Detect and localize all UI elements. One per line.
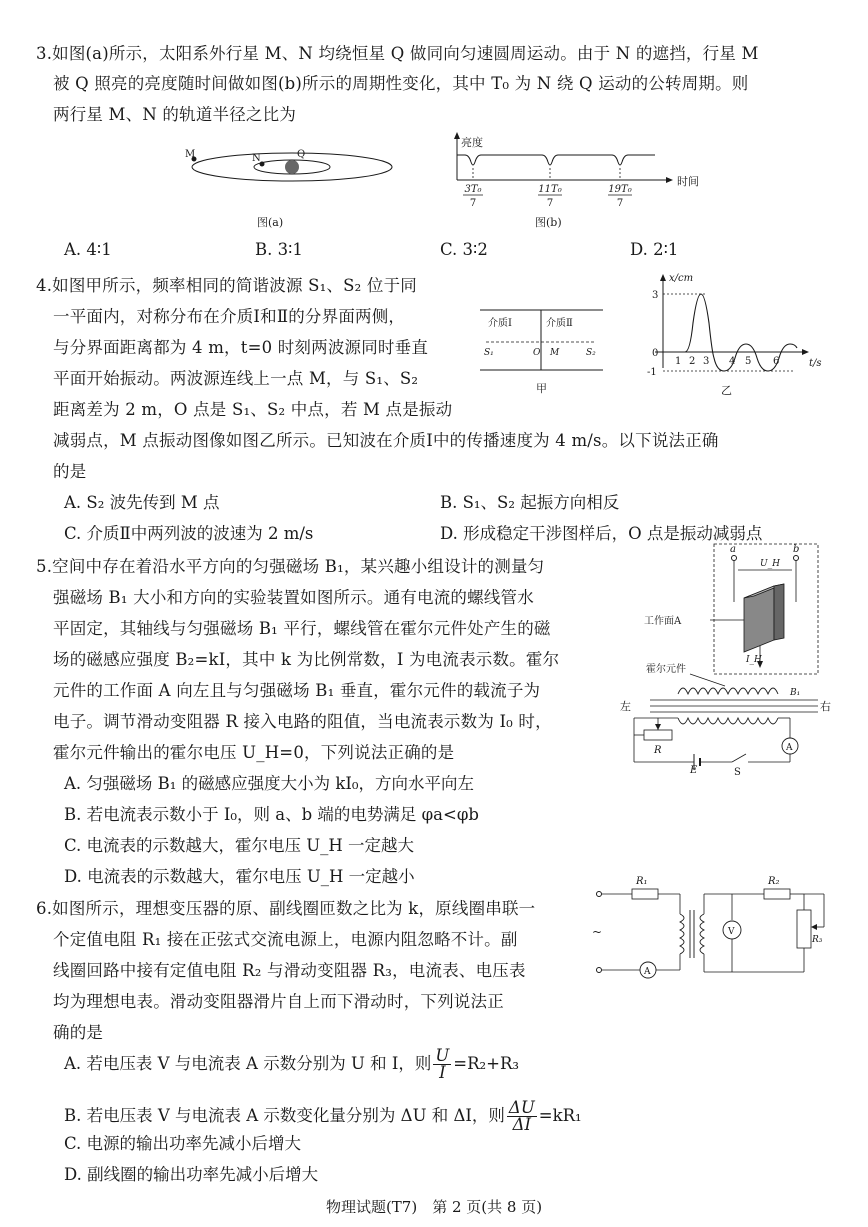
terminal-b-label: b <box>793 544 800 555</box>
q6-option-b-text: B. 若电压表 V 与电流表 A 示数变化量分别为 ΔU 和 ΔI，则 <box>64 1106 505 1125</box>
caption-a: 图(a) <box>257 216 284 229</box>
q5-option-d: D. 电流表的示数越大，霍尔电压 U_H 一定越小 <box>64 867 415 886</box>
caption-yi: 乙 <box>721 384 732 397</box>
label-q: Q <box>297 149 306 160</box>
uh-label: U_H <box>760 559 780 569</box>
ac-source-label: ~ <box>592 925 603 939</box>
q6-option-c: C. 电源的输出功率先减小后增大 <box>64 1134 302 1153</box>
q6-option-a-result: =R₂+R₃ <box>453 1054 520 1073</box>
q3-option-d: D. 2∶1 <box>630 240 679 259</box>
q5-line-2: 强磁场 B₁ 大小和方向的实验装置如图所示。通有电流的螺线管水 <box>53 588 534 607</box>
y-axis-label: 亮度 <box>461 136 483 149</box>
voltmeter-label: V <box>728 927 735 937</box>
o-label: O <box>533 348 541 358</box>
q3-figure-b <box>447 130 717 235</box>
ih-label: I_H <box>746 655 762 665</box>
q4-option-a: A. S₂ 波先传到 M 点 <box>64 493 220 512</box>
q3-line-2: 被 Q 照亮的亮度随时间做如图(b)所示的周期性变化，其中 T₀ 为 N 绕 Q 运动的公转周期。则 <box>53 74 749 93</box>
q4-figure-yi <box>625 268 825 403</box>
q6-option-b-fraction <box>507 1097 537 1134</box>
q5-option-a: A. 匀强磁场 B₁ 的磁感应强度大小为 kI₀，方向水平向左 <box>64 774 475 793</box>
r1-label: R₁ <box>636 876 648 887</box>
x-tick-6: 6 <box>773 356 780 367</box>
x-tick-2: 2 <box>689 356 696 367</box>
r3-label: R₃ <box>812 935 823 945</box>
q3-line-3: 两行星 M、N 的轨道半径之比为 <box>53 105 297 124</box>
q6-line-3: 线圈回路中接有定值电阻 R₂ 与滑动变阻器 R₃，电流表、电压表 <box>53 961 526 980</box>
b1-label: B₁ <box>790 688 801 698</box>
ammeter-label: A <box>644 967 651 977</box>
q5-line-7: 霍尔元件输出的霍尔电压 U_H=0，下列说法正确的是 <box>53 743 455 762</box>
q3-option-c: C. 3∶2 <box>440 240 488 259</box>
q6-line-2: 个定值电阻 R₁ 接在正弦式交流电源上，电源内阻忽略不计。副 <box>53 930 518 949</box>
q4-line-1: 4.如图甲所示，频率相同的简谐波源 S₁、S₂ 位于同 <box>36 276 417 295</box>
x-tick-4: 4 <box>729 356 736 367</box>
q6-line-4: 均为理想电表。滑动变阻器滑片自上而下滑动时，下列说法正 <box>53 992 504 1011</box>
hall-element-label: 霍尔元件 <box>646 664 686 675</box>
tick-3-den: 7 <box>616 198 624 209</box>
x-tick-1: 1 <box>675 356 682 367</box>
q4-line-6: 减弱点，M 点振动图像如图乙所示。已知波在介质Ⅰ中的传播速度为 4 m/s。以下说法正确 <box>53 431 719 450</box>
tick-1-num: 3T₀ <box>464 184 482 195</box>
page-footer: 物理试题(T7) 第 2 页(共 8 页) <box>325 1198 543 1216</box>
y-tick-0: 0 <box>652 348 659 359</box>
ammeter-label: A <box>786 743 793 753</box>
r2-label: R₂ <box>768 876 780 887</box>
m-label: M <box>550 348 560 358</box>
q3-option-a: A. 4∶1 <box>64 240 112 259</box>
q4-option-c: C. 介质Ⅱ中两列波的波速为 2 m/s <box>64 524 314 543</box>
y-axis-label: x/cm <box>669 273 694 284</box>
face-a-label: 工作面A <box>644 616 682 627</box>
q3-option-b: B. 3∶1 <box>255 240 303 259</box>
q5-line-4: 场的磁感应强度 B₂=kI，其中 k 为比例常数，I 为电流表示数。霍尔 <box>53 650 560 669</box>
q4-option-d: D. 形成稳定干涉图样后，O 点是振动减弱点 <box>440 524 763 543</box>
x-tick-5: 5 <box>745 356 752 367</box>
label-m: M <box>185 149 196 160</box>
q4-line-7: 的是 <box>53 462 87 481</box>
fraction-denominator: I <box>439 1063 446 1082</box>
q4-option-b: B. S₁、S₂ 起振方向相反 <box>440 493 620 512</box>
s1-label: S₁ <box>484 348 494 358</box>
fraction-numerator: U <box>435 1045 450 1065</box>
x-axis-label: t/s <box>809 358 822 369</box>
q6-option-a <box>64 1046 519 1082</box>
q4-line-5: 距离差为 2 m，O 点是 S₁、S₂ 中点，若 M 点是振动 <box>53 400 453 419</box>
q6-option-a-fraction <box>433 1045 451 1082</box>
medium-1-label: 介质Ⅰ <box>488 318 512 329</box>
star-q-circle <box>285 160 299 174</box>
x-axis-label: 时间 <box>677 175 699 188</box>
q6-line-1: 6.如图所示，理想变压器的原、副线圈匝数之比为 k，原线圈串联一 <box>36 899 536 918</box>
q3-figure-a <box>180 138 405 233</box>
x-tick-3: 3 <box>703 356 710 367</box>
q5-line-1: 5.空间中存在着沿水平方向的匀强磁场 B₁，某兴趣小组设计的测量匀 <box>36 557 545 576</box>
q4-line-3: 与分界面距离都为 4 m，t=0 时刻两波源同时垂直 <box>53 338 429 357</box>
q5-line-5: 元件的工作面 A 向左且与匀强磁场 B₁ 垂直，霍尔元件的载流子为 <box>53 681 541 700</box>
terminal-a-label: a <box>730 544 736 555</box>
q4-line-4: 平面开始振动。两波源连线上一点 M，与 S₁、S₂ <box>53 369 419 388</box>
y-tick-3: 3 <box>652 290 659 301</box>
q5-line-3: 平固定，其轴线与匀强磁场 B₁ 平行，螺线管在霍尔元件处产生的磁 <box>53 619 551 638</box>
tick-2-den: 7 <box>546 198 554 209</box>
left-label: 左 <box>620 700 631 713</box>
q5-line-6: 电子。调节滑动变阻器 R 接入电路的阻值，当电流表示数为 I₀ 时， <box>53 712 552 731</box>
right-label: 右 <box>820 700 831 713</box>
q6-figure <box>592 872 837 990</box>
r-label: R <box>654 745 662 756</box>
s-label: S <box>734 767 741 775</box>
y-tick-neg1: -1 <box>647 367 657 378</box>
q5-figure <box>620 540 835 775</box>
tick-3-num: 19T₀ <box>608 184 632 195</box>
e-label: E <box>690 765 698 775</box>
fraction-numerator: ΔU <box>508 1097 535 1117</box>
caption-jia: 甲 <box>536 382 547 395</box>
q4-figure-jia <box>478 300 608 400</box>
q3-line-1: 3.如图(a)所示，太阳系外行星 M、N 均绕恒星 Q 做同向匀速圆周运动。由于 N 的遮挡，行星 M <box>36 44 759 63</box>
q6-option-b-result: =kR₁ <box>538 1106 582 1125</box>
q6-option-d: D. 副线圈的输出功率先减小后增大 <box>64 1165 319 1184</box>
q5-option-c: C. 电流表的示数越大，霍尔电压 U_H 一定越大 <box>64 836 415 855</box>
q5-option-b: B. 若电流表示数小于 I₀，则 a、b 端的电势满足 φa<φb <box>64 805 479 824</box>
q6-option-a-text: A. 若电压表 V 与电流表 A 示数分别为 U 和 I，则 <box>64 1054 432 1073</box>
q4-line-2: 一平面内，对称分布在介质Ⅰ和Ⅱ的分界面两侧， <box>53 307 406 326</box>
fraction-denominator: ΔI <box>512 1115 532 1134</box>
brightness-curve <box>457 155 655 165</box>
tick-1-den: 7 <box>469 198 477 209</box>
medium-2-label: 介质Ⅱ <box>546 318 573 329</box>
label-n: N <box>252 153 261 164</box>
q6-line-5: 确的是 <box>53 1023 104 1042</box>
tick-2-num: 11T₀ <box>538 184 562 195</box>
caption-b: 图(b) <box>535 216 562 229</box>
s2-label: S₂ <box>586 348 596 358</box>
q6-option-b <box>64 1098 582 1134</box>
